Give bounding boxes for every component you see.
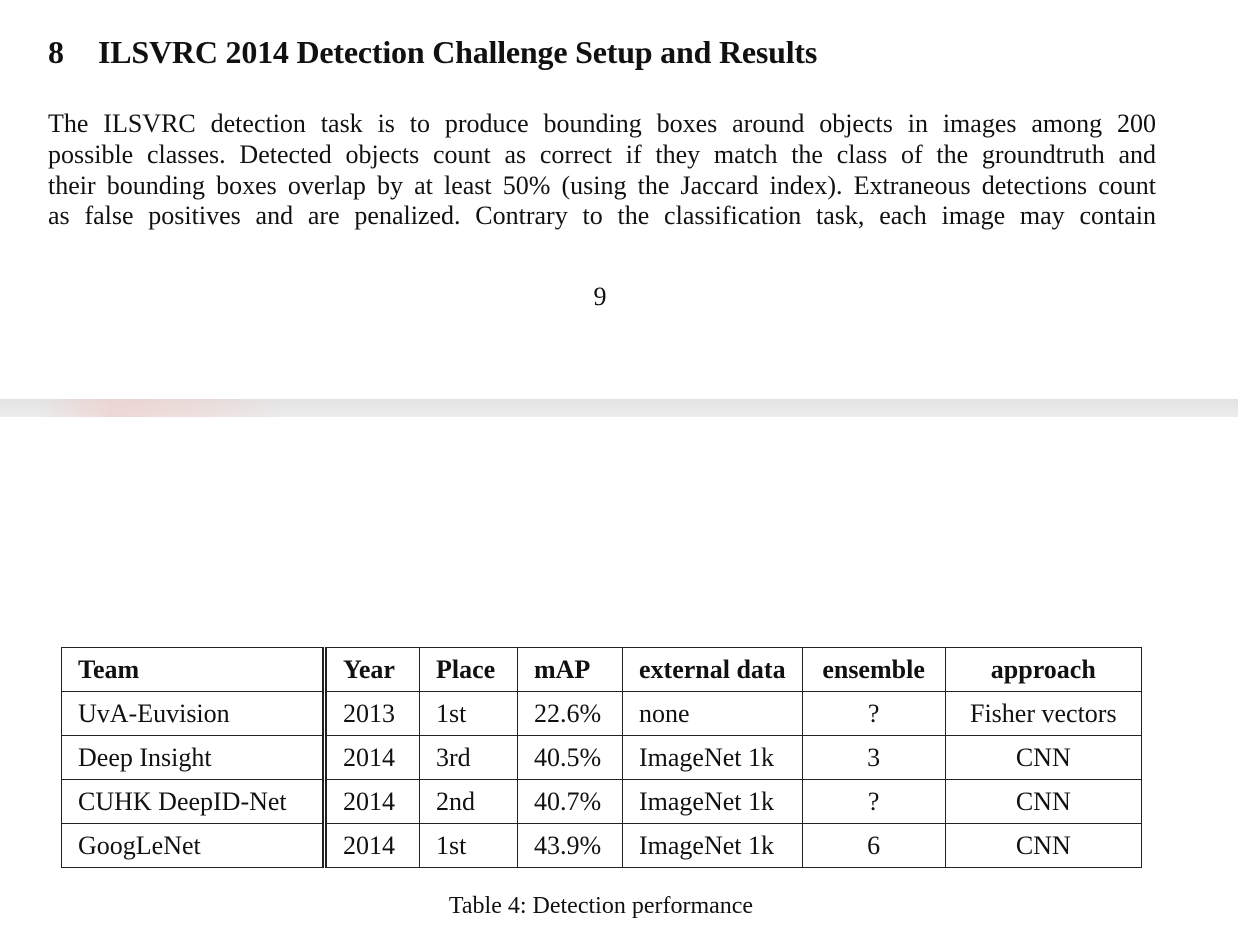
cell-map: 43.9% (518, 824, 623, 868)
page-separator (0, 399, 1238, 417)
cell-map: 40.5% (518, 736, 623, 780)
paragraph-line: The ILSVRC detection task is to produce bounding boxes around objects in images among 200 (48, 109, 1156, 138)
cell-team: UvA-Euvision (62, 692, 325, 736)
paragraph-line: possible classes. Detected objects count as correct if they match the class of the groundtruth and (48, 139, 1156, 169)
cell-ensemble: ? (802, 780, 945, 824)
paragraph-line: as false positives and are penalized. Contrary to the classification task, each image may contain (48, 201, 1156, 231)
cell-year: 2014 (325, 824, 420, 868)
cell-place: 1st (420, 824, 518, 868)
cell-year: 2014 (325, 780, 420, 824)
table-caption: Table 4: Detection performance (448, 893, 754, 919)
section-number: 8 (48, 34, 64, 70)
header-place: Place (420, 648, 518, 692)
cell-team: Deep Insight (62, 736, 325, 780)
paragraph-line: their bounding boxes overlap by at least 50% (using the Jaccard index). Extraneous detections count (48, 170, 1156, 200)
cell-external-data: none (623, 692, 803, 736)
body-paragraph (48, 109, 1156, 232)
cell-external-data: ImageNet 1k (623, 780, 803, 824)
section-title: ILSVRC 2014 Detection Challenge Setup and Results (98, 34, 818, 70)
table-row (62, 780, 1142, 824)
cell-ensemble: ? (802, 692, 945, 736)
header-external-data: external data (623, 648, 803, 692)
header-team: Team (62, 648, 325, 692)
header-year: Year (325, 648, 420, 692)
cell-place: 2nd (420, 780, 518, 824)
cell-approach: Fisher vectors (945, 692, 1141, 736)
cell-map: 40.7% (518, 780, 623, 824)
table-row (62, 692, 1142, 736)
cell-place: 3rd (420, 736, 518, 780)
header-approach: approach (945, 648, 1141, 692)
cell-ensemble: 6 (802, 824, 945, 868)
cell-approach: CNN (945, 824, 1141, 868)
page-number: 9 (593, 282, 607, 311)
table-row (62, 824, 1142, 868)
detection-results-table (61, 647, 1142, 868)
cell-place: 1st (420, 692, 518, 736)
section-heading (48, 34, 817, 71)
cell-year: 2013 (325, 692, 420, 736)
cell-year: 2014 (325, 736, 420, 780)
cell-map: 22.6% (518, 692, 623, 736)
cell-external-data: ImageNet 1k (623, 824, 803, 868)
table-header-row (62, 648, 1142, 692)
cell-approach: CNN (945, 780, 1141, 824)
header-map: mAP (518, 648, 623, 692)
table-row (62, 736, 1142, 780)
cell-external-data: ImageNet 1k (623, 736, 803, 780)
cell-ensemble: 3 (802, 736, 945, 780)
pdf-page-9 (0, 0, 1238, 399)
cell-approach: CNN (945, 736, 1141, 780)
cell-team: GoogLeNet (62, 824, 325, 868)
cell-team: CUHK DeepID-Net (62, 780, 325, 824)
header-ensemble: ensemble (802, 648, 945, 692)
